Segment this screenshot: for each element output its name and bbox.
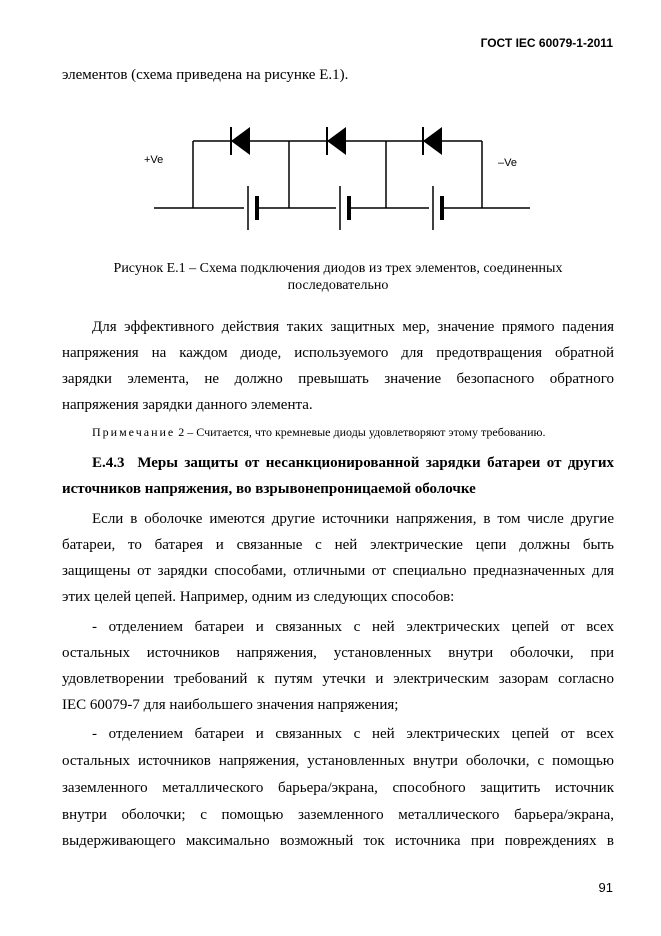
list-item-line: IEC 60079-7 для наибольшего значения напряжения; (62, 697, 399, 713)
list-item-line: - отделением батареи и связанных с ней электрических цепей от всех (92, 619, 614, 635)
list-item-line: удовлетворении требований к путям утечки и электрическим зазорам согласно (62, 671, 614, 687)
diode-circuit-diagram (140, 118, 540, 243)
paragraph-line: напряжения на каждом диоде, используемого для предотвращения обратной (62, 345, 614, 361)
battery-cell-3-icon (429, 186, 442, 230)
note-label: Примечание (92, 425, 176, 439)
document-header: ГОСТ IEC 60079-1-2011 (480, 36, 613, 50)
diode-3-icon (423, 127, 442, 155)
paragraph-line: батареи, то батарея и связанные с ней электрические цепи должны быть (62, 537, 614, 553)
diode-2-icon (327, 127, 346, 155)
list-item-line: - отделением батареи и связанных с ней электрических цепей от всех (92, 726, 614, 742)
battery-cell-1-icon (244, 186, 257, 230)
page-number: 91 (598, 880, 613, 895)
battery-cell-2-icon (336, 186, 349, 230)
figure-caption-line2: последовательно (287, 278, 389, 293)
section-title-part1: Меры защиты от несанкционированной зарядки батареи от других (137, 455, 615, 471)
diode-1-icon (231, 127, 250, 155)
list-item-line: заземленного металлического барьера/экрана, способного защитить источник (62, 780, 614, 796)
paragraph-line: этих целей цепей. Например, одним из следующих способов: (62, 589, 455, 605)
figure-caption-line1: Рисунок Е.1 – Схема подключения диодов из трех элементов, соединенных (113, 261, 563, 276)
list-item-line: остальных источников напряжения, установленных внутри оболочки, с помощью (62, 753, 614, 769)
section-heading-line1 (62, 454, 614, 472)
section-heading-line2: источников напряжения, во взрывонепроницаемой оболочке (62, 481, 476, 497)
paragraph-line: защищены от зарядки способами, отличными от специально предназначенных для (62, 563, 614, 579)
list-item-line: внутри оболочки; с помощью заземленного металлического барьера/экрана, (62, 807, 614, 823)
note (92, 425, 614, 439)
note-text: 2 – Считается, что кремневые диоды удовлетворяют этому требованию. (178, 425, 546, 439)
intro-line: элементов (схема приведена на рисунке Е.1). (62, 67, 349, 83)
section-number: Е.4.3 (92, 455, 125, 471)
list-item-line: остальных источников напряжения, установленных внутри оболочки, при (62, 645, 614, 661)
minus-terminal-label: –Ve (498, 157, 517, 169)
list-item-line: выдерживающего максимально возможный ток источника при повреждениях в (62, 833, 614, 849)
paragraph-line: Для эффективного действия таких защитных мер, значение прямого падения (92, 319, 614, 335)
paragraph-line: Если в оболочке имеются другие источники напряжения, в том числе другие (92, 511, 614, 527)
paragraph-line: зарядки элемента, не должно превышать значение безопасного обратного (62, 371, 614, 387)
paragraph-line: напряжения зарядки данного элемента. (62, 397, 313, 413)
plus-terminal-label: +Ve (144, 154, 164, 166)
